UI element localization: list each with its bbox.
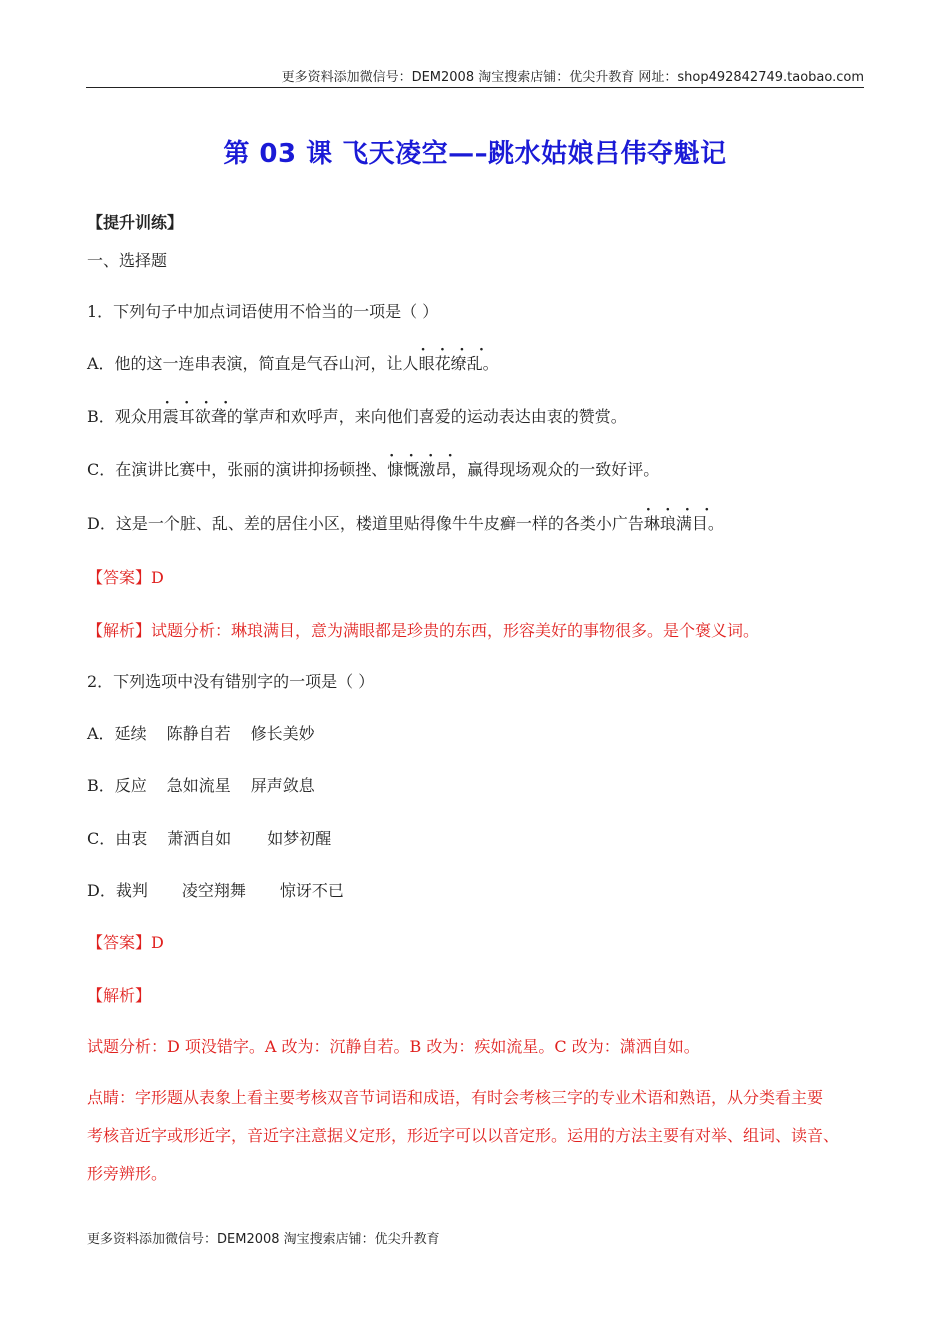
q2-analysis-label: 【解析】: [87, 986, 152, 1005]
q2-option-b-label: B．: [87, 776, 115, 795]
q2-option-c-word-3: 如梦初醒: [267, 829, 332, 848]
q1-option-c: [87, 459, 659, 481]
q2-option-b-word-3: 屏声敛息: [250, 776, 315, 795]
q2-tip-line-3: 形旁辨形。: [87, 1164, 168, 1183]
q2-answer: 【答案】D: [87, 933, 164, 952]
q2-option-a-label: A．: [87, 724, 115, 743]
q1-option-a-pre: A．他的这一连串表演，简直是气吞山河，让人: [87, 354, 419, 373]
q2-option-c-word-2: 萧洒自如: [167, 829, 232, 848]
q1-option-a-post: 。: [482, 354, 499, 373]
part-label: 一、选择题: [87, 251, 168, 270]
q1-option-d-pre: D．这是一个脏、乱、差的居住小区，楼道里贴得像牛牛皮癣一样的各类小广告: [87, 514, 644, 533]
q2-option-b: [87, 775, 315, 797]
q1-option-d-post: 。: [707, 514, 724, 533]
q1-option-d-dotted-word: · · 琳琅满目: [644, 513, 708, 535]
q2-option-c: [87, 828, 331, 850]
q2-option-a-word-3: 修长美妙: [250, 724, 315, 743]
q1-option-b-pre: B．观众用: [87, 407, 163, 426]
q2-option-d: [87, 880, 344, 902]
q2-option-d-word-3: 惊讶不已: [279, 881, 344, 900]
q2-analysis-text: 试题分析：D 项没错字。A 改为：沉静自若。B 改为：疾如流星。C 改为：潇洒自如。: [87, 1037, 700, 1056]
q1-option-c-pre: C．在演讲比赛中，张丽的演讲抑扬顿挫、: [87, 460, 388, 479]
section-label: 【提升训练】: [87, 213, 184, 232]
q2-option-d-word-2: 凌空翔舞: [181, 881, 246, 900]
q1-option-c-post: ，赢得现场观众的一致好评。: [451, 460, 660, 479]
q2-option-b-word-1: 反应: [114, 776, 147, 795]
q1-option-c-dotted-word: · · 慷慨激昂: [387, 459, 451, 481]
q1-option-a: [87, 353, 499, 375]
page-footer: 更多资料添加微信号：DEM2008 淘宝搜索店铺：优尖升教育: [87, 1232, 440, 1247]
q1-stem: 1．下列句子中加点词语使用不恰当的一项是（ ）: [87, 302, 439, 321]
q2-option-c-label: C．: [87, 829, 116, 848]
q1-option-b-dotted-word: · · 震耳欲聋: [163, 406, 227, 428]
q1-option-b-post: 的掌声和欢呼声，来向他们喜爱的运动表达由衷的赞赏。: [226, 407, 627, 426]
q2-option-a-word-1: 延续: [114, 724, 147, 743]
q2-option-d-label: D．: [87, 881, 116, 900]
q2-option-b-word-2: 急如流星: [166, 776, 231, 795]
q1-analysis: 【解析】试题分析：琳琅满目，意为满眼都是珍贵的东西，形容美好的事物很多。是个褒义词。: [87, 621, 760, 640]
q2-option-c-word-1: 由衷: [115, 829, 148, 848]
q2-option-d-word-1: 裁判: [115, 881, 148, 900]
q2-tip-line-1: 点睛：字形题从表象上看主要考核双音节词语和成语，有时会考核三字的专业术语和熟语，从分类看主要: [87, 1088, 824, 1107]
q2-stem: 2．下列选项中没有错别字的一项是（ ）: [87, 672, 375, 691]
page-header: 更多资料添加微信号：DEM2008 淘宝搜索店铺：优尖升教育 网址：shop492842749.taobao.com: [281, 70, 864, 85]
q2-option-a-word-2: 陈静自若: [166, 724, 231, 743]
q1-option-b: [87, 406, 627, 428]
q1-option-a-dotted-word: · · 眼花缭乱: [419, 353, 483, 375]
header-divider: [86, 87, 864, 88]
q1-answer: 【答案】D: [87, 568, 164, 587]
q2-option-a: [87, 723, 315, 745]
q1-option-d: [87, 513, 724, 535]
q2-tip-line-2: 考核音近字或形近字，音近字注意据义定形，形近字可以以音定形。运用的方法主要有对举、组词、读音、: [87, 1126, 840, 1145]
page-title: 第 03 课 飞天凌空—–跳水姑娘吕伟夺魁记: [223, 139, 727, 169]
